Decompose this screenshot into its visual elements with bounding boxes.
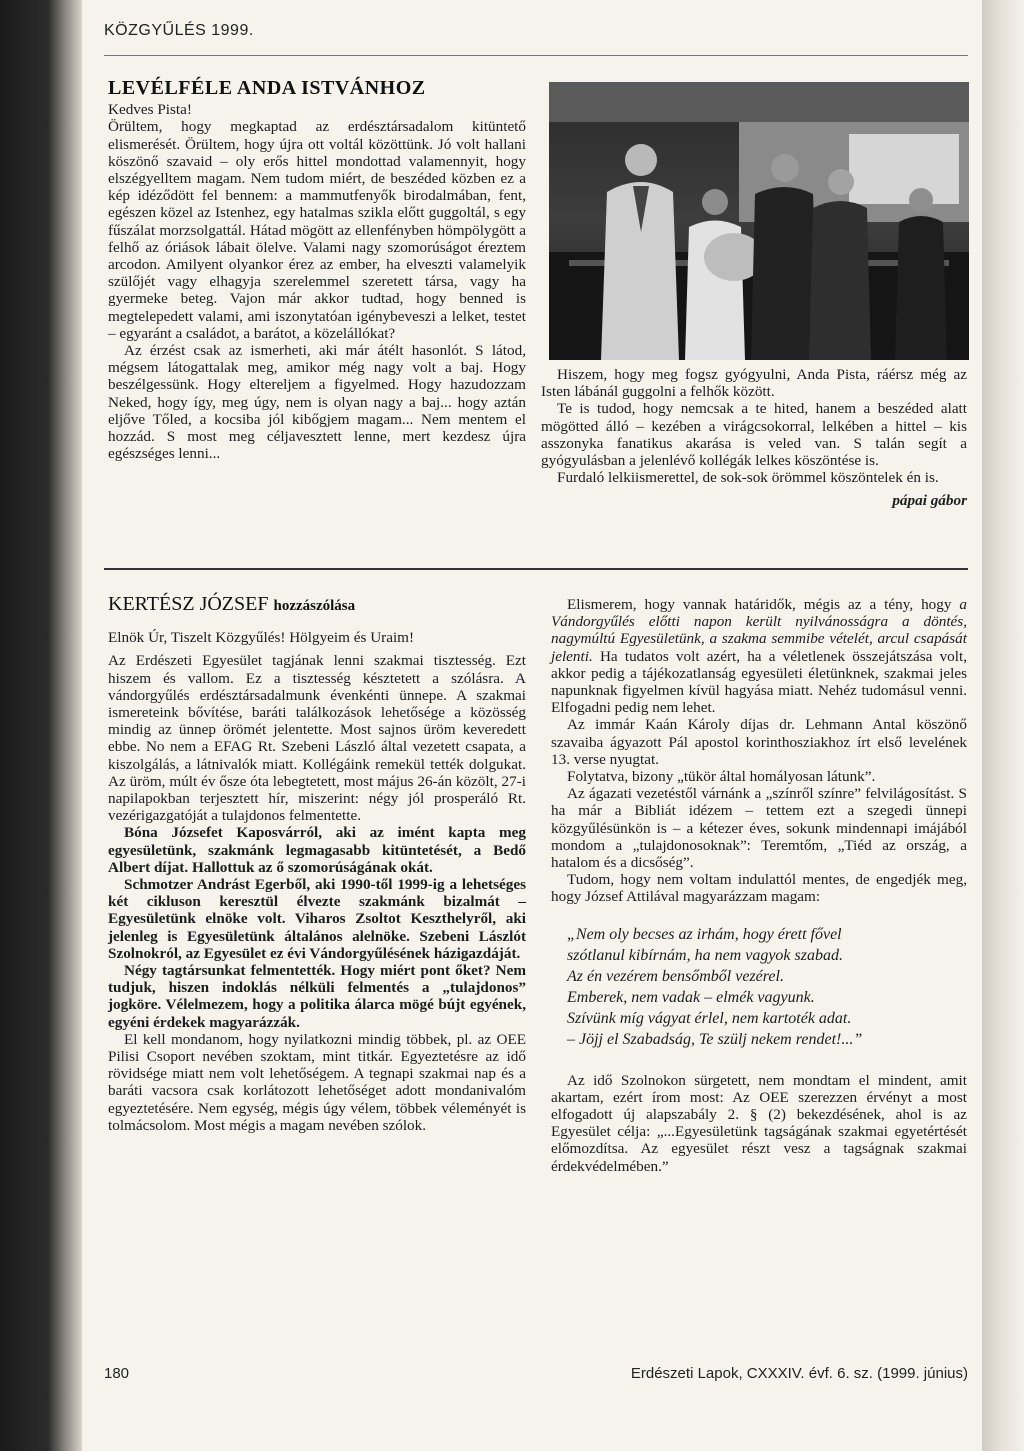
poem-line: szótlanul kibírnám, ha nem vagyok szabad.: [567, 946, 843, 964]
speech-paragraph: El kell mondanom, hogy nyilatkozni mindig többek, pl. az OEE Pilisi Csoport nevében szoktam, mint titkár. Egyeztetésre az idő rövidsége miatt nem volt lehetőségem. A tegnapi szakmai nap és a baráti vacsora csak korlátozott lehetőséget adott mondanivalóm egyeztetésére. Nem egység, mégis úgy vélem, többek véleményét is tolmácsolom. Most mégis a magam nevében szólok.: [108, 1030, 526, 1134]
letter-paragraph: Örültem, hogy megkaptad az erdésztársadalom kitüntető elismerését. Örültem, hogy újra ott voltál közöttünk. Jó volt hallani köszönő szavaid – oly erős hittel mondottad valamennyit, hogy elszégyelltem magam. Nem tudom miért, de beszéded közben ez a kép idéződött fel bennem: a mammutfenyők birodalmában, fent, egészen közel az Istenhez, egy hatalmas szikla előtt guggoltál, s egy fűszálat morzsolgattál. Hátad mögött az ellenfényben hömpölygött a felhő az óriások lábait ölelve. Valami nagy szomorúságot éreztem arcodon. Amilyent olyankor érez az ember, ha elveszti valamelyik szülőjét vagy elhagyja szerelemmel szeretett társa, vagy ha gyermeke beteg. Vajon már akkor tudtad, hogy benned is megtelepedett valami, ami iszonytatóan igénybeveszi a lelket, testet – egyaránt a családot, a barátot, a közelállókat?: [108, 118, 526, 342]
speech-paragraph: Az idő Szolnokon sürgetett, nem mondtam el mindent, amit akartam, ezért írom most: Az OEE szerezzen érvényt a most elfogadott új alapszabály 2. § (2) bekezdésének, ahol is az Egyesület célja: „...Egyesületünk tagságának szakmai egyetértését előmozdítsa. Az egyesület részt vesz a tagságnak szakmai érdekvédelmében.”: [551, 1071, 967, 1175]
speaker-name: KERTÉSZ JÓZSEF: [108, 593, 269, 615]
page-number: 180: [104, 1365, 130, 1382]
speech-paragraph: Tudom, hogy nem voltam indulattól mentes, de engedjék meg, hogy József Attilával magyarázzam magam:: [551, 871, 967, 906]
speech-paragraph-bold: Négy tagtársunkat felmentették. Hogy miért pont őket? Nem tudjuk, hiszen indoklás nélküli felmentés a „tulajdonos” jogköre. Vélelmezem, hogy a politika álarca mögé bújt egyének, egyéni érdekek magyarázzák.: [108, 962, 526, 1031]
section-rule: [104, 568, 968, 570]
speech-paragraph: Elismerem, hogy vannak határidők, mégis az a tény, hogy a Vándorgyűlés előtti napon került nyilvánosságra a döntés, nagymúltú Egyesületünk, a szakma semmibe vételét, arcul csapását jelenti. Ha tudatos volt azért, ha a véletlenek összejátszása volt, akkor pedig a tájékozatlanság egyesületi életünknek, szakmai jeles napunknak figyelmen kívül hagyása miatt. Nehéz tudomásul venni. Elfogadni pedig nem lehet.: [551, 596, 967, 717]
poem-line: Az én vezérem bensőmből vezérel.: [567, 967, 784, 985]
poem-line: Szívünk míg vágyat érlel, nem kartoték adat.: [567, 1009, 852, 1027]
poem-line: – Jöjj el Szabadság, Te szülj nekem rendet!...”: [567, 1030, 863, 1048]
speech-paragraph-bold: Schmotzer Andrást Egerből, aki 1990-től 1999-ig a lehetséges két cikluson keresztül élvezte szakmánk bizalmát – Egyesületünk elnöke volt. Viharos Zsoltot Keszthelyről, aki jelenleg is Egyesületünk általános alelnöke. Szebeni Lászlót Szolnokról, az Egyesület ez évi Vándorgyűlésének házigazdáját.: [108, 876, 526, 962]
ceremony-photo-image: [549, 82, 969, 360]
letter-signature: pápai gábor: [892, 492, 967, 510]
running-header: KÖZGYŰLÉS 1999.: [104, 22, 254, 39]
letter-right-column: [541, 366, 967, 510]
letter-left-column: [108, 77, 526, 463]
letter-paragraph: Az érzést csak az ismerheti, aki már átélt hasonlót. S látod, mégsem látogattalak meg, amikor még nagy volt a baj. Hogy beszélgessünk. Hogy elterelјem a figyelmed. Hogy hazudozzam Neked, hogy így, meg úgy, nem is olyan nagy a baj... hogy aztán eljőve Tőled, a kocsiba jól kibőgjem magam... Nem mentem el hozzád. S most meg céljavesztett lenne, mert kezdesz újra egészséges lenni...: [108, 342, 526, 463]
journal-citation: Erdészeti Lapok, CXXXIV. évf. 6. sz. (1999. június): [630, 1365, 968, 1382]
speech-paragraph-bold: Bóna Józsefet Kaposvárról, aki az imént kapta meg egyesületünk, szakmánk legmagasabb kitüntetését, a Bedő Albert díjat. Hallottuk az ő szomorúságának okát.: [108, 824, 526, 876]
speech-paragraph: Az Erdészeti Egyesület tagjának lenni szakmai tisztesség. Ezt hiszem és vallom. Ez a tisztesség késztetett a szólásra. A vándorgyűlés erdésztársadalmunk évenkénti ünnepe. A szakmai ismereteink bővítése, baráti találkozások lehetősége a közösség mindig az ünnep örömét jelentette. Most sajnos üröm keveredett ebbe. No nem a EFAG Rt. Szebeni László által vezetett csapata, a kiszolgálás, a látnivalók miatt. Kollégáink remekül tették dolgukat. Az üröm, múlt év ősze óta lebegtetett, most május 26-án közölt, 27-i napilapokban terjesztett hír, miszerint: négy jól prosperáló Rt. vezérigazgatóját a tulajdonos felmentette.: [108, 652, 526, 825]
letter-salutation: Kedves Pista!: [108, 101, 192, 119]
letter-paragraph: Hiszem, hogy meg fogsz gyógyulni, Anda Pista, ráérsz még az Isten lábánál guggolni a felhők között.: [541, 366, 967, 401]
poem-line: Emberek, nem vadak – elmék vagyunk.: [567, 988, 815, 1006]
letter-title: LEVÉLFÉLE ANDA ISTVÁNHOZ: [108, 77, 426, 99]
header-rule: [104, 55, 968, 56]
poem-quote: [567, 924, 967, 1050]
speech-title: [108, 593, 526, 615]
ceremony-photo: [549, 82, 969, 360]
speech-left-column: [108, 593, 526, 1134]
speech-title-suffix: hozzászólása: [273, 598, 356, 614]
speech-right-column: [551, 596, 967, 1175]
speech-paragraph: Folytatva, bizony „tükör által homályosan látunk”.: [567, 768, 876, 786]
page-right-edge: [982, 0, 1024, 1451]
speech-paragraph: Az ágazati vezetéstől várnánk a „színről színre” felvilágosítást. S ha már a Bibliát idézem – tettem ezt a szegedi ünnepi közgyűlésünkön is – a kétezer éves, sokunk mindennapi imájából mondom a „tulajdonosoknak”: Teremtőm, „Tiéd az ország, a hatalom és a dicsőség”.: [551, 785, 967, 872]
letter-paragraph: Te is tudod, hogy nemcsak a te hited, hanem a beszéded alatt mögötted álló – kezében a virágcsokorral, lelkében a hittel – kis asszonyka fanatikus akarása is veled van. S talán segít a gyógyulásban a jelenlévő kollégák lelkes köszöntése is.: [541, 400, 967, 470]
book-spine-shadow: [0, 0, 82, 1451]
letter-paragraph: Furdaló lelkiismerettel, de sok-sok örömmel köszöntelek én is.: [557, 469, 939, 487]
poem-line: „Nem oly becses az irhám, hogy érett fővel: [567, 925, 842, 943]
speech-greeting: Elnök Úr, Tiszelt Közgyűlés! Hölgyeim és Uraim!: [108, 629, 415, 647]
speech-paragraph: Az immár Kaán Károly díjas dr. Lehmann Antal köszönő szavaiba ágyazott Pál apostol korinthosziakhoz írt első levelének 13. verse nyugtat.: [551, 716, 967, 768]
